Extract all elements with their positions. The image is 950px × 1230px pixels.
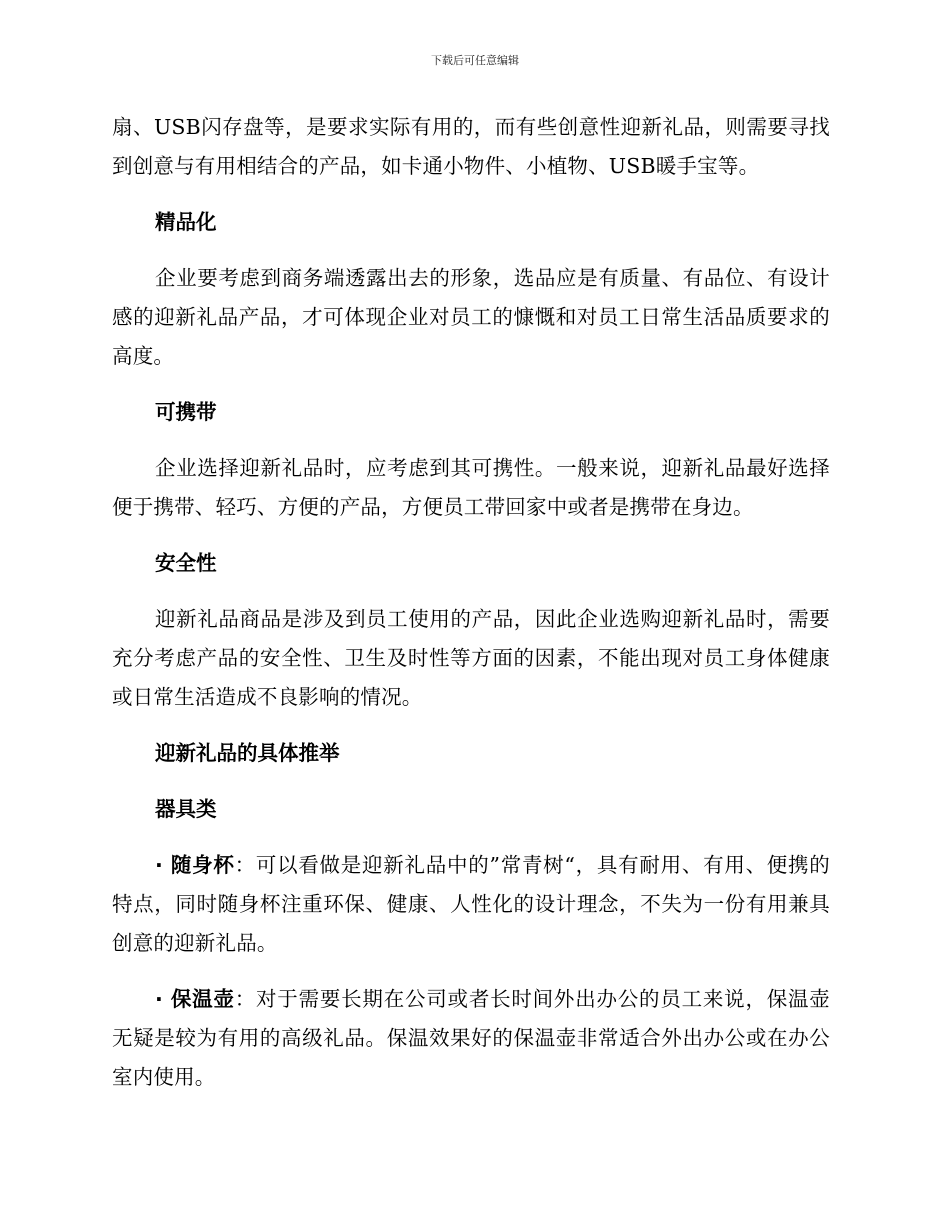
paragraph-portable: 企业选择迎新礼品时，应考虑到其可携性。一般来说，迎新礼品最好选择便于携带、轻巧、方便的产品，方便员工带回家中或者是携带在身边。 bbox=[112, 456, 830, 519]
section-heading-recommendations: 迎新礼品的具体推举 bbox=[155, 741, 340, 765]
paragraph-premium: 企业要考虑到商务端透露出去的形象，选品应是有质量、有品位、有设计感的迎新礼品产品，才可体现企业对员工的慷慨和对员工日常生活品质要求的高度。 bbox=[112, 266, 830, 368]
section-heading-safety: 安全性 bbox=[155, 551, 217, 575]
list-item-travel-cup bbox=[112, 846, 830, 963]
paragraph-safety: 迎新礼品商品是涉及到员工使用的产品，因此企业选购迎新礼品时，需要充分考虑产品的安全性、卫生及时性等方面的因素，不能出现对员工身体健康或日常生活造成不良影响的情况。 bbox=[112, 607, 830, 709]
section-heading-portable: 可携带 bbox=[155, 400, 217, 424]
document-body bbox=[112, 108, 830, 1114]
item-text-travel-cup: ：可以看做是迎新礼品中的”常青树“，具有耐用、有用、便携的特点，同时随身杯注重环保、健康、人性化的设计理念，不失为一份有用兼具创意的迎新礼品。 bbox=[112, 853, 830, 955]
item-label-thermos: · 保温壶 bbox=[155, 987, 235, 1011]
list-item-thermos bbox=[112, 980, 830, 1097]
page-header: 下载后可任意编辑 bbox=[431, 54, 519, 67]
paragraph-continuation: 扇、USB闪存盘等，是要求实际有用的，而有些创意性迎新礼品，则需要寻找到创意与有用相结合的产品，如卡通小物件、小植物、USB暖手宝等。 bbox=[112, 115, 830, 178]
section-heading-premium: 精品化 bbox=[155, 210, 217, 234]
item-label-travel-cup: · 随身杯 bbox=[155, 853, 235, 877]
item-text-thermos: ：对于需要长期在公司或者长时间外出办公的员工来说，保温壶无疑是较为有用的高级礼品。保温效果好的保温壶非常适合外出办公或在办公室内使用。 bbox=[112, 987, 830, 1089]
section-heading-utensils: 器具类 bbox=[155, 797, 217, 821]
